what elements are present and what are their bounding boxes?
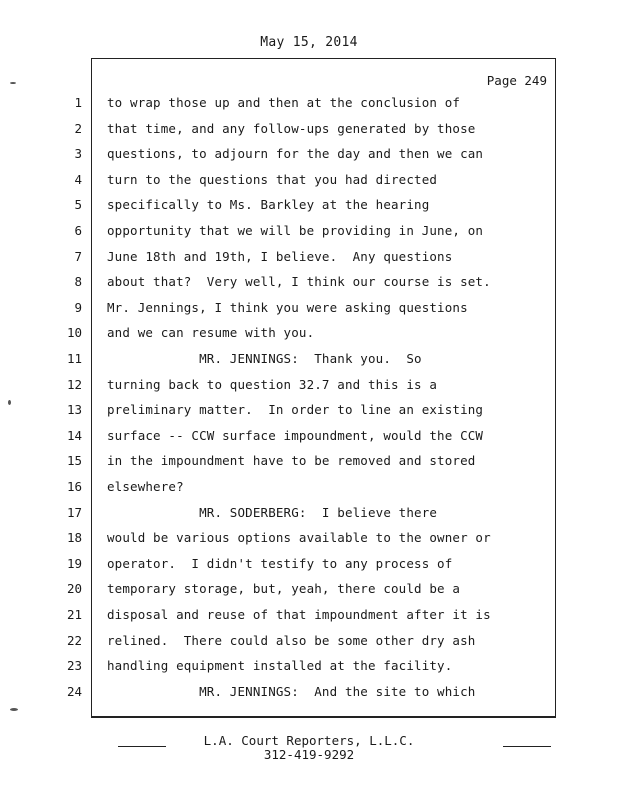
- header-date: May 15, 2014: [260, 35, 358, 50]
- line-number: 22: [66, 632, 82, 648]
- scan-speck: [8, 400, 11, 405]
- line-text: about that? Very well, I think our course is set.: [107, 274, 491, 290]
- line-text: surface -- CCW surface impoundment, would the CCW: [107, 427, 484, 443]
- line-number: 8: [74, 274, 82, 290]
- line-text: MR. SODERBERG: I believe there: [107, 504, 438, 520]
- line-text: preliminary matter. In order to line an existing: [107, 402, 484, 418]
- line-number: 6: [74, 223, 82, 238]
- line-text: handling equipment installed at the facility.: [107, 658, 453, 674]
- line-text: MR. JENNINGS: Thank you. So: [107, 351, 422, 366]
- line-number: 15: [66, 453, 82, 469]
- line-text: operator. I didn't testify to any process of: [107, 555, 453, 571]
- line-number: 16: [66, 479, 82, 494]
- line-number: 3: [74, 146, 82, 162]
- line-text: disposal and reuse of that impoundment after it is: [107, 607, 491, 622]
- scan-speck: [10, 82, 16, 84]
- line-text: temporary storage, but, yeah, there could be a: [107, 581, 461, 597]
- line-number: 12: [66, 376, 82, 392]
- line-text: turn to the questions that you had directed: [107, 171, 438, 187]
- line-text: relined. There could also be some other dry ash: [107, 632, 476, 648]
- line-text: that time, and any follow-ups generated by those: [107, 120, 476, 136]
- line-text: to wrap those up and then at the conclusion of: [107, 95, 461, 110]
- line-number: 19: [66, 555, 82, 571]
- line-text: MR. JENNINGS: And the site to which: [107, 683, 476, 699]
- line-number: 18: [66, 530, 82, 546]
- line-number: 20: [66, 581, 82, 597]
- line-text: turning back to question 32.7 and this is a: [107, 376, 438, 392]
- line-number: 1: [74, 95, 82, 110]
- line-text: and we can resume with you.: [107, 325, 315, 341]
- line-text: June 18th and 19th, I believe. Any questions: [107, 248, 453, 264]
- page-number-label: Page 249: [486, 73, 547, 88]
- line-text: questions, to adjourn for the day and then we can: [107, 146, 484, 162]
- line-number: 24: [66, 683, 82, 699]
- line-text: elsewhere?: [107, 479, 184, 494]
- line-number: 23: [66, 658, 82, 674]
- line-number: 21: [66, 607, 82, 622]
- line-number: 7: [74, 248, 82, 264]
- line-number: 9: [74, 299, 82, 315]
- scan-speck: [10, 708, 18, 711]
- line-number: 11: [66, 351, 82, 366]
- line-number: 10: [66, 325, 82, 341]
- line-text: opportunity that we will be providing in June, on: [107, 223, 484, 238]
- line-text: would be various options available to the owner or: [107, 530, 491, 546]
- line-text: in the impoundment have to be removed and stored: [107, 453, 476, 469]
- line-text: Mr. Jennings, I think you were asking questions: [107, 299, 468, 315]
- line-number: 4: [74, 171, 82, 187]
- line-text: specifically to Ms. Barkley at the hearing: [107, 197, 430, 213]
- line-number: 14: [66, 427, 82, 443]
- line-number: 2: [74, 120, 82, 136]
- line-number: 13: [66, 402, 82, 418]
- footer-company: L.A. Court Reporters, L.L.C.: [203, 733, 415, 748]
- footer-phone: 312-419-9292: [263, 747, 355, 762]
- line-number: 17: [66, 504, 82, 520]
- line-number: 5: [74, 197, 82, 213]
